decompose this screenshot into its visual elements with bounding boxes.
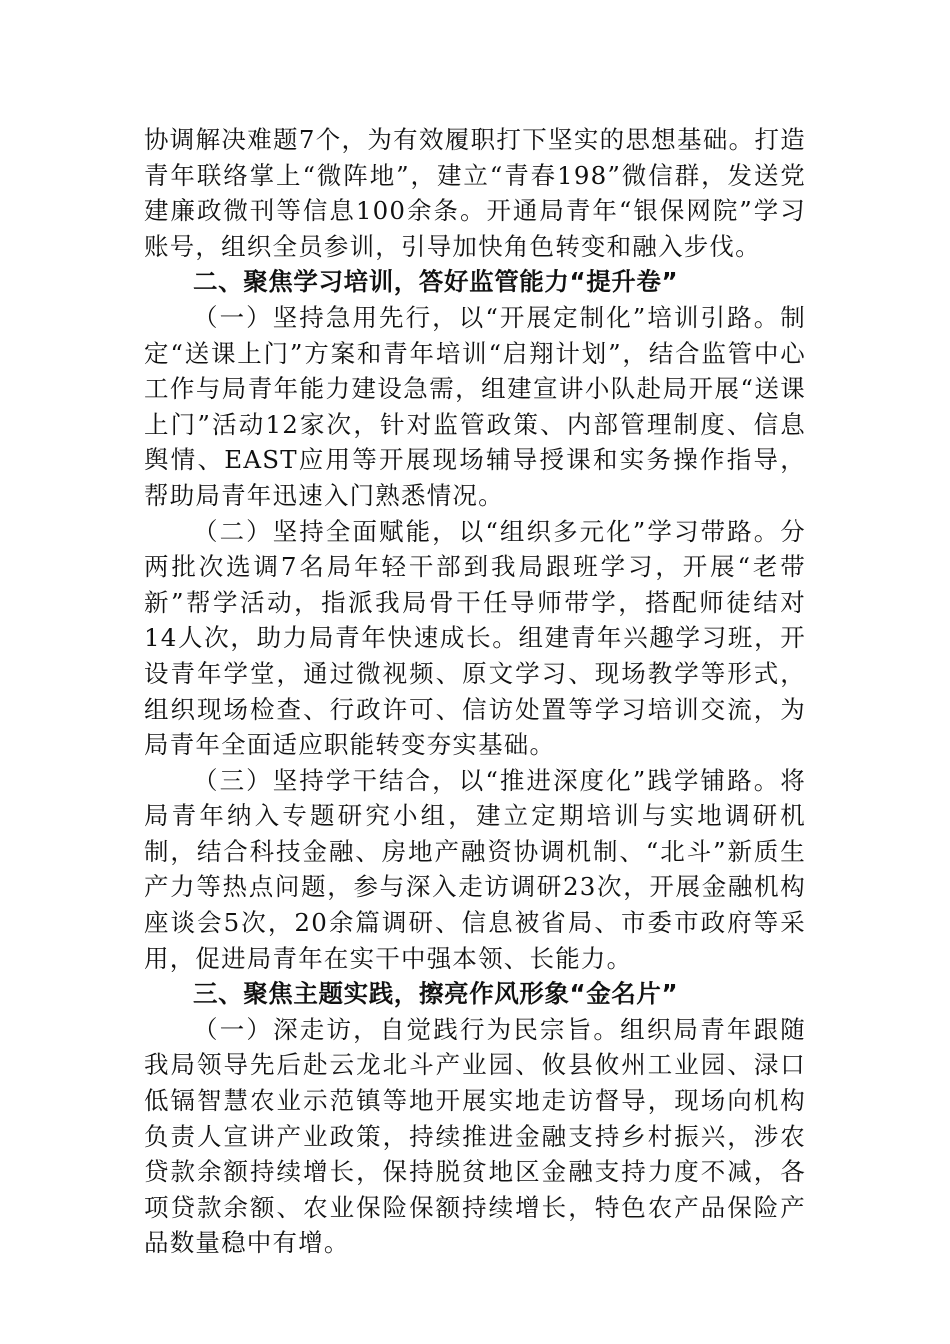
section-heading-two: 二、聚焦学习培训，答好监管能力“提升卷”: [193, 267, 679, 297]
paragraph-diverse-learning: （二）坚持全面赋能，以“组织多元化”学习带路。分两批次选调7名局年轻干部到我局跟班学习，开展“老带新”帮学活动，指派我局骨干任导师带学，搭配师徒结对14人次，助力局青年快速成长。组建青年兴趣学习班，开设青年学堂，通过微视频、原文学习、现场教学等形式，组织现场检查、行政许可、信访处置等学习培训交流，为局青年全面适应职能转变夯实基础。: [144, 516, 806, 760]
paragraph-custom-training: （一）坚持急用先行，以“开展定制化”培训引路。制定“送课上门”方案和青年培训“启翔计划”，结合监管中心工作与局青年能力建设急需，组建宣讲小队赴局开展“送课上门”活动12家次，针对监管政策、内部管理制度、信息舆情、EAST应用等开展现场辅导授课和实务操作指导，帮助局青年迅速入门熟悉情况。: [144, 302, 806, 510]
document-page: [144, 122, 806, 1261]
paragraph-field-visits: （一）深走访，自觉践行为民宗旨。组织局青年跟随我局领导先后赴云龙北斗产业园、攸县攸州工业园、渌口低镉智慧农业示范镇等地开展实地走访督导，现场向机构负责人宣讲产业政策，持续推进金融支持乡村振兴，涉农贷款余额持续增长，保持脱贫地区金融支持力度不减，各项贷款余额、农业保险保额持续增长，特色农产品保险产品数量稳中有增。: [144, 1014, 806, 1258]
section-heading-three: 三、聚焦主题实践，擦亮作风形象“金名片”: [193, 979, 679, 1009]
paragraph-study-practice: （三）坚持学干结合，以“推进深度化”践学铺路。将局青年纳入专题研究小组，建立定期培训与实地调研机制，结合科技金融、房地产融资协调机制、“北斗”新质生产力等热点问题，参与深入走访调研23次，开展金融机构座谈会5次，20余篇调研、信息被省局、市委市政府等采用，促进局青年在实干中强本领、长能力。: [144, 765, 806, 973]
paragraph-continuation: 协调解决难题7个，为有效履职打下坚实的思想基础。打造青年联络掌上“微阵地”，建立“青春198”微信群，发送党建廉政微刊等信息100余条。开通局青年“银保网院”学习账号，组织全员参训，引导加快角色转变和融入步伐。: [144, 125, 806, 261]
